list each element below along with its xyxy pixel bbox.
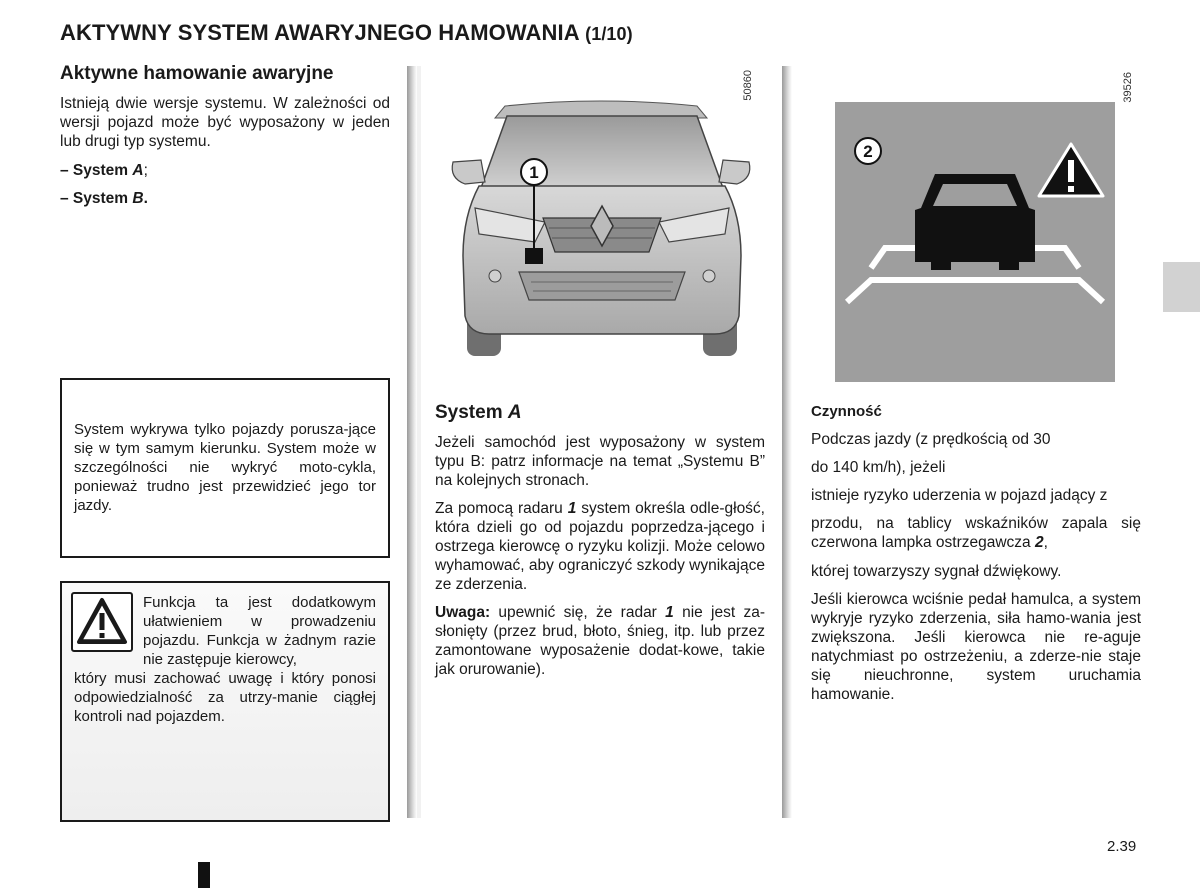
bullet-system-a: – System A; bbox=[60, 162, 148, 179]
paragraph-note: Uwaga: upewnić się, że radar 1 nie jest za-słonięty (przez brud, błoto, śnieg, itp. lub przez zamontowane wyposażenie dodat-kowe, takie jak orurowanie). bbox=[435, 604, 766, 678]
callout-1: 1 bbox=[529, 163, 539, 182]
warning-text: Funkcja ta jest dodatkowym ułatwieniem w prowadzeniu pojazdu. Funkcja w żadnym razie nie zastępuje kierowcy, bbox=[143, 594, 376, 668]
paragraph-warning-lamp: przodu, na tablicy wskaźników zapala się czerwona lampka ostrzegawcza 2, bbox=[811, 515, 1141, 551]
paragraph-radar: Za pomocą radaru 1 system określa odle-głość, która dzieli go od pojazdu poprzedza-jącego i ostrzega kierowcę o ryzyku kolizji. Może celowo wyhamować, aby ograniczyć szkody wynikające ze zderzenia. bbox=[435, 500, 765, 593]
bullet-system-b: – System B. bbox=[60, 190, 148, 207]
paragraph: której towarzyszy sygnał dźwiękowy. bbox=[811, 563, 1062, 580]
paragraph-braking: Jeśli kierowca wciśnie pedał hamulca, a system wykryje ryzyko zderzenia, siła hamo-wania jest zwiększona. Jeśli kierowca nie re-aguje natychmiast po ostrzeżeniu, a zderze-nie staje się nieuchronne, system uruchamia hamowanie. bbox=[811, 591, 1141, 703]
column-divider bbox=[782, 66, 792, 818]
figure-number: 39526 bbox=[1122, 72, 1134, 103]
page-number: 2.39 bbox=[1107, 838, 1137, 855]
warning-triangle-icon bbox=[71, 592, 133, 652]
print-crop-mark bbox=[198, 862, 210, 888]
paragraph: do 140 km/h), jeżeli bbox=[811, 459, 946, 476]
figure-number: 50860 bbox=[742, 70, 754, 101]
dashboard-warning-illustration bbox=[835, 102, 1115, 382]
note-text: System wykrywa tylko pojazdy porusza-jące się w tym samym kierunku. System może w szczególności nie wykryć moto-cykla, ponieważ trudno jest przewidzieć jego tor jazdy. bbox=[74, 421, 376, 514]
paragraph: istnieje ryzyko uderzenia w pojazd jadący z bbox=[811, 487, 1108, 504]
warning-text-continued: który musi zachować uwagę i który ponosi odpowiedzialność za utrzy-manie ciągłej kontroli nad pojazdem. bbox=[74, 670, 376, 725]
chapter-tab bbox=[1163, 262, 1200, 312]
section-heading-operation: Czynność bbox=[811, 403, 882, 420]
callout-2: 2 bbox=[863, 142, 873, 161]
intro-paragraph: Istnieją dwie wersje systemu. W zależności od wersji pojazd może być wyposażony w jeden lub drugi typ systemu. bbox=[60, 95, 390, 150]
page-indicator: (1/10) bbox=[585, 24, 633, 44]
paragraph: Podczas jazdy (z prędkością od 30 bbox=[811, 431, 1051, 448]
section-heading: Aktywne hamowanie awaryjne bbox=[60, 63, 334, 84]
paragraph: Jeżeli samochód jest wyposażony w system typu B: patrz informacje na temat „Systemu B” na kolejnych stronach. bbox=[435, 434, 765, 489]
column-divider-highlight bbox=[417, 66, 421, 818]
page-title: AKTYWNY SYSTEM AWARYJNEGO HAMOWANIA (1/10) bbox=[60, 20, 633, 45]
section-heading-system-a: System A bbox=[435, 402, 522, 423]
column-divider bbox=[407, 66, 417, 818]
car-front-illustration bbox=[435, 66, 765, 378]
